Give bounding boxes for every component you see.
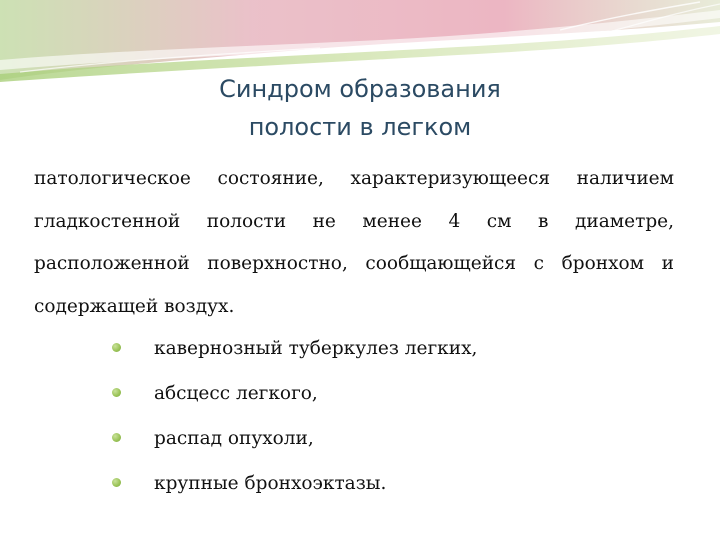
bullet-icon [112, 388, 121, 397]
causes-list [110, 326, 670, 506]
definition-text: патологическое состояние, характеризующееся наличием гладкостенной полости не менее 4 см в диаметре, расположенной поверхностно, сообщающейся с бронхом и содержащей воздух. [34, 168, 674, 317]
list-item-text: крупные бронхоэктазы. [154, 473, 387, 494]
list-item [110, 416, 670, 461]
list-item [110, 371, 670, 416]
list-item-text: кавернозный туберкулез легких, [154, 338, 478, 359]
bullet-icon [112, 478, 121, 487]
list-item [110, 461, 670, 506]
slide-title-line-2: полости в легком [248, 113, 472, 141]
slide-title [0, 70, 720, 146]
list-item [110, 326, 670, 371]
slide-title-line-1: Синдром образования [219, 75, 501, 103]
list-item-text: распад опухоли, [154, 428, 314, 449]
bullet-icon [112, 343, 121, 352]
bullet-icon [112, 433, 121, 442]
list-item-text: абсцесс легкого, [154, 383, 318, 404]
